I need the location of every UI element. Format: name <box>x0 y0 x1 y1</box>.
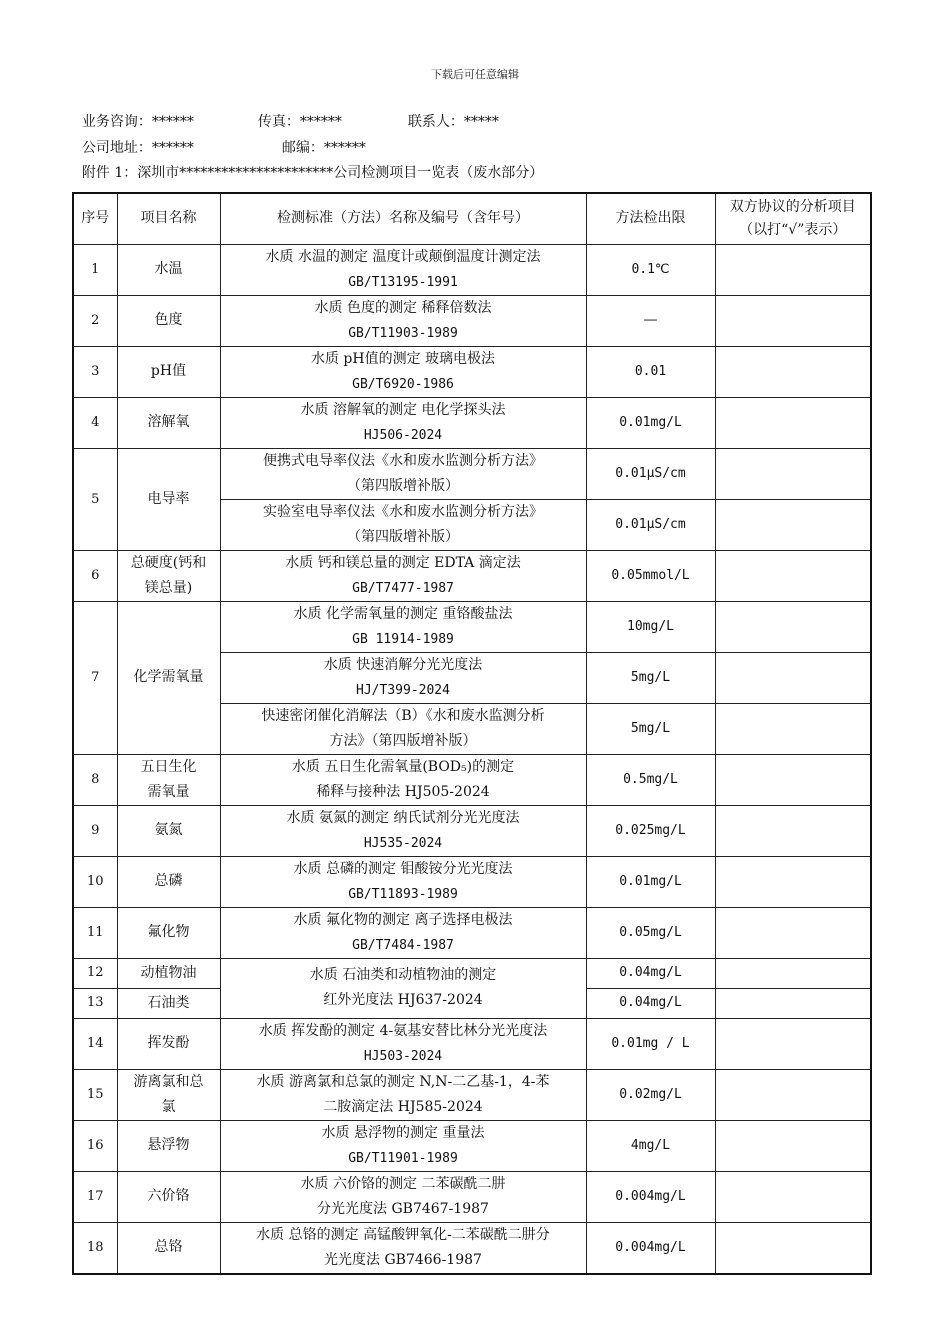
row-standard <box>220 958 586 1018</box>
row-limit: 0.004mg/L <box>586 1222 715 1274</box>
standard-line1: 水质 快速消解分光光度法 <box>323 656 483 673</box>
row-agreed-check[interactable] <box>715 805 871 856</box>
row-agreed-check[interactable] <box>715 652 871 703</box>
header-no: 序号 <box>73 193 117 244</box>
row-standard <box>220 295 586 346</box>
standard-line1: 水质 pH值的测定 玻璃电极法 <box>310 350 496 367</box>
row-name: 色度 <box>117 295 220 346</box>
row-agreed-check[interactable] <box>715 397 871 448</box>
row-name: 总磷 <box>117 856 220 907</box>
row-limit: 0.01mg/L <box>586 397 715 448</box>
standard-line2: GB/T7477-1987 <box>352 580 454 596</box>
row-limit: 0.004mg/L <box>586 1171 715 1222</box>
standard-line1: 水质 五日生化需氧量(BOD₅)的测定 <box>291 758 515 775</box>
standard-line2: （第四版增补版） <box>347 528 459 545</box>
row-standard <box>220 601 586 652</box>
standard-line1: 水质 氟化物的测定 离子选择电极法 <box>293 911 513 928</box>
name-line1: 游离氯和总 <box>133 1073 204 1090</box>
standard-line1: 实验室电导率仪法《水和废水监测分析方法》 <box>263 503 543 520</box>
table-row <box>73 805 871 856</box>
standard-line2: HJ/T399-2024 <box>356 682 450 698</box>
table-row <box>73 958 871 988</box>
row-name: 六价铬 <box>117 1171 220 1222</box>
row-agreed-check[interactable] <box>715 448 871 499</box>
standard-line2: GB 11914-1989 <box>352 631 454 647</box>
row-standard <box>220 1222 586 1274</box>
row-no: 13 <box>73 988 117 1018</box>
table-row <box>73 550 871 601</box>
row-limit: — <box>586 295 715 346</box>
row-agreed-check[interactable] <box>715 601 871 652</box>
standard-line2: 二胺滴定法 HJ585-2024 <box>323 1098 483 1115</box>
standard-line2: HJ535-2024 <box>363 835 443 851</box>
row-no: 9 <box>73 805 117 856</box>
row-no: 17 <box>73 1171 117 1222</box>
row-agreed-check[interactable] <box>715 346 871 397</box>
standard-line2: 分光光度法 GB7467-1987 <box>317 1200 489 1217</box>
row-agreed-check[interactable] <box>715 295 871 346</box>
row-limit: 5mg/L <box>586 703 715 754</box>
standard-line2: HJ506-2024 <box>363 427 443 443</box>
table-row <box>73 448 871 499</box>
row-limit: 0.05mg/L <box>586 907 715 958</box>
table-row <box>73 295 871 346</box>
table-row <box>73 1120 871 1171</box>
row-no: 18 <box>73 1222 117 1274</box>
row-no: 1 <box>73 244 117 295</box>
row-agreed-check[interactable] <box>715 958 871 988</box>
row-no: 6 <box>73 550 117 601</box>
row-name: 总铬 <box>117 1222 220 1274</box>
table-header-row <box>73 193 871 244</box>
row-name: 电导率 <box>117 448 220 550</box>
table-row <box>73 601 871 652</box>
row-limit: 0.04mg/L <box>586 988 715 1018</box>
standard-line1: 快速密闭催化消解法（B）《水和废水监测分析 <box>261 707 545 724</box>
row-name: 水温 <box>117 244 220 295</box>
standard-line2: GB/T11903-1989 <box>348 325 458 341</box>
row-name: pH值 <box>117 346 220 397</box>
row-agreed-check[interactable] <box>715 1120 871 1171</box>
row-standard <box>220 805 586 856</box>
standard-line1: 水质 化学需氧量的测定 重铬酸盐法 <box>293 605 513 622</box>
table-row <box>73 1069 871 1120</box>
name-line1: 五日生化 <box>140 758 197 775</box>
standard-line2: 稀释与接种法 HJ505-2024 <box>316 783 490 800</box>
row-agreed-check[interactable] <box>715 1018 871 1069</box>
header-limit: 方法检出限 <box>586 193 715 244</box>
row-name: 氨氮 <box>117 805 220 856</box>
row-agreed-check[interactable] <box>715 907 871 958</box>
row-limit: 0.02mg/L <box>586 1069 715 1120</box>
row-limit: 0.025mg/L <box>586 805 715 856</box>
row-no: 15 <box>73 1069 117 1120</box>
row-agreed-check[interactable] <box>715 988 871 1018</box>
header-agreed <box>715 193 871 244</box>
header-agreed-line2: （以打“√”表示） <box>739 221 847 238</box>
table-row <box>73 346 871 397</box>
table-row <box>73 244 871 295</box>
row-no: 10 <box>73 856 117 907</box>
row-agreed-check[interactable] <box>715 550 871 601</box>
row-standard <box>220 448 586 499</box>
table-row <box>73 397 871 448</box>
row-standard <box>220 244 586 295</box>
download-note: 下载后可任意编辑 <box>431 68 519 81</box>
row-name: 化学需氧量 <box>117 601 220 754</box>
row-name <box>117 550 220 601</box>
row-agreed-check[interactable] <box>715 754 871 805</box>
row-name: 石油类 <box>117 988 220 1018</box>
standard-line1: 水质 石油类和动植物油的测定 <box>309 967 497 983</box>
standard-line1: 水质 水温的测定 温度计或颠倒温度计测定法 <box>265 248 541 265</box>
row-name: 氟化物 <box>117 907 220 958</box>
row-no: 14 <box>73 1018 117 1069</box>
row-agreed-check[interactable] <box>715 703 871 754</box>
standard-line2: GB/T11901-1989 <box>348 1150 458 1166</box>
row-limit: 0.01μS/cm <box>586 499 715 550</box>
standard-line1: 便携式电导率仪法《水和废水监测分析方法》 <box>263 452 543 469</box>
row-limit: 0.01μS/cm <box>586 448 715 499</box>
company-address: 公司地址：****** <box>81 140 194 156</box>
row-name <box>117 754 220 805</box>
standard-line2: GB/T7484-1987 <box>352 937 454 953</box>
row-standard <box>220 1120 586 1171</box>
row-no: 4 <box>73 397 117 448</box>
row-standard <box>220 1171 586 1222</box>
fax: 传真：****** <box>257 114 342 130</box>
row-no: 8 <box>73 754 117 805</box>
row-agreed-check[interactable] <box>715 1069 871 1120</box>
row-standard <box>220 754 586 805</box>
row-standard <box>220 856 586 907</box>
header-standard: 检测标准（方法）名称及编号（含年号） <box>220 193 586 244</box>
standard-line2: GB/T11893-1989 <box>348 886 458 902</box>
name-line2: 需氧量 <box>147 783 190 800</box>
row-name: 挥发酚 <box>117 1018 220 1069</box>
row-no: 5 <box>73 448 117 550</box>
standard-line2: GB/T6920-1986 <box>352 376 454 392</box>
test-items-table <box>72 192 872 1275</box>
row-standard <box>220 907 586 958</box>
row-standard <box>220 346 586 397</box>
business-consult: 业务咨询：****** <box>81 114 194 130</box>
row-no: 12 <box>73 958 117 988</box>
standard-line1: 水质 六价铬的测定 二苯碳酰二肼 <box>300 1175 506 1192</box>
row-limit: 0.5mg/L <box>586 754 715 805</box>
table-row <box>73 907 871 958</box>
row-limit: 0.04mg/L <box>586 958 715 988</box>
standard-line1: 水质 色度的测定 稀释倍数法 <box>314 299 492 316</box>
standard-line1: 水质 总铬的测定 高锰酸钾氧化-二苯碳酰二肼分 <box>256 1226 550 1243</box>
row-agreed-check[interactable] <box>715 856 871 907</box>
standard-line2: 光光度法 GB7466-1987 <box>324 1251 482 1268</box>
standard-line1: 水质 悬浮物的测定 重量法 <box>321 1124 485 1141</box>
row-limit: 4mg/L <box>586 1120 715 1171</box>
standard-line1: 水质 总磷的测定 钼酸铵分光光度法 <box>293 860 513 877</box>
standard-line1: 水质 溶解氧的测定 电化学探头法 <box>300 401 506 418</box>
row-name: 溶解氧 <box>117 397 220 448</box>
contact-person: 联系人：***** <box>407 114 499 130</box>
row-limit: 0.01 <box>586 346 715 397</box>
row-limit: 0.1℃ <box>586 244 715 295</box>
row-limit: 0.01mg / L <box>586 1018 715 1069</box>
name-line2: 氯 <box>161 1098 176 1115</box>
table-row <box>73 754 871 805</box>
standard-line2: GB/T13195-1991 <box>348 274 458 290</box>
row-standard <box>220 499 586 550</box>
header-agreed-line1: 双方协议的分析项目 <box>729 198 856 215</box>
row-standard <box>220 1069 586 1120</box>
table-row <box>73 1018 871 1069</box>
row-name: 动植物油 <box>117 958 220 988</box>
row-no: 2 <box>73 295 117 346</box>
standard-line1: 水质 游离氯和总氯的测定 N,N-二乙基-1，4-苯 <box>256 1073 550 1090</box>
standard-line2: HJ503-2024 <box>363 1048 443 1064</box>
attachment-title-text: 附件 1：深圳市**********************公司检测项目一览表（废水部分） <box>81 165 544 181</box>
table-row <box>73 856 871 907</box>
standard-line1: 水质 钙和镁总量的测定 EDTA 滴定法 <box>285 554 521 571</box>
row-standard <box>220 652 586 703</box>
standard-line2: 方法》（第四版增补版） <box>329 732 477 749</box>
row-limit: 0.01mg/L <box>586 856 715 907</box>
header-name: 项目名称 <box>117 193 220 244</box>
row-no: 16 <box>73 1120 117 1171</box>
name-line1: 总硬度(钙和 <box>130 554 207 571</box>
row-agreed-check[interactable] <box>715 1171 871 1222</box>
row-agreed-check[interactable] <box>715 499 871 550</box>
standard-line2: （第四版增补版） <box>347 477 459 494</box>
row-agreed-check[interactable] <box>715 244 871 295</box>
row-standard <box>220 1018 586 1069</box>
standard-line1: 水质 挥发酚的测定 4-氨基安替比林分光光度法 <box>258 1022 548 1039</box>
table-row <box>73 1222 871 1274</box>
row-standard <box>220 397 586 448</box>
row-limit: 0.05mmol/L <box>586 550 715 601</box>
row-limit: 10mg/L <box>586 601 715 652</box>
row-limit: 5mg/L <box>586 652 715 703</box>
row-standard <box>220 550 586 601</box>
standard-line1: 水质 氨氮的测定 纳氏试剂分光光度法 <box>286 809 520 826</box>
row-standard <box>220 703 586 754</box>
row-agreed-check[interactable] <box>715 1222 871 1274</box>
attachment-title <box>73 146 543 182</box>
row-name: 悬浮物 <box>117 1120 220 1171</box>
row-name <box>117 1069 220 1120</box>
postcode: 邮编：****** <box>281 140 366 156</box>
name-line2: 镁总量) <box>144 579 193 596</box>
row-no: 7 <box>73 601 117 754</box>
row-no: 3 <box>73 346 117 397</box>
table-row <box>73 1171 871 1222</box>
standard-line2: 红外光度法 HJ637-2024 <box>323 992 483 1008</box>
row-no: 11 <box>73 907 117 958</box>
